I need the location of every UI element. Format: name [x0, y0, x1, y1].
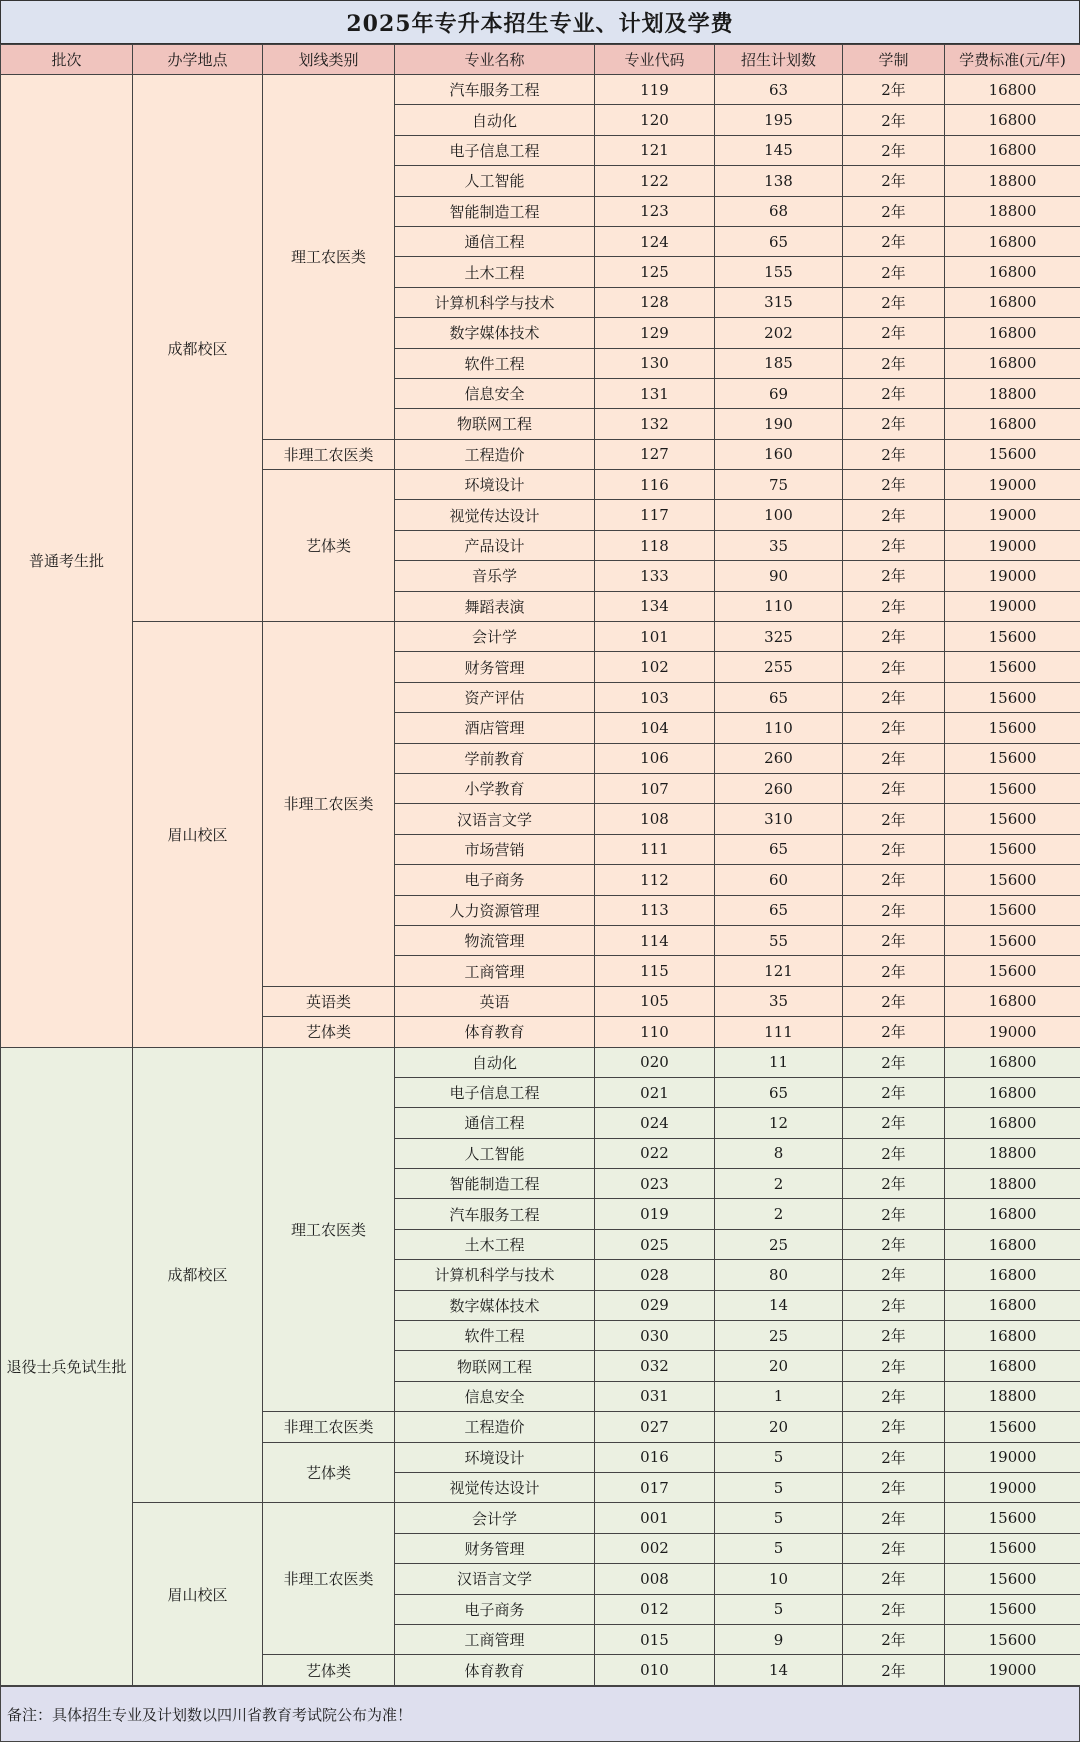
major-name-cell: 工商管理 [395, 956, 595, 986]
major-code-cell: 027 [595, 1412, 715, 1442]
major-name-cell: 酒店管理 [395, 713, 595, 743]
table-header-row [1, 45, 1080, 75]
plan-count-cell: 60 [715, 865, 843, 895]
major-name-cell: 人工智能 [395, 166, 595, 196]
plan-count-cell: 80 [715, 1260, 843, 1290]
plan-count-cell: 315 [715, 287, 843, 317]
major-code-cell: 117 [595, 500, 715, 530]
duration-cell: 2年 [843, 1108, 945, 1138]
duration-cell: 2年 [843, 135, 945, 165]
tuition-cell: 16800 [945, 1290, 1080, 1320]
duration-cell: 2年 [843, 1564, 945, 1594]
tuition-cell: 19000 [945, 530, 1080, 560]
plan-count-cell: 65 [715, 834, 843, 864]
major-code-cell: 111 [595, 834, 715, 864]
tuition-cell: 18800 [945, 196, 1080, 226]
tuition-cell: 19000 [945, 1472, 1080, 1502]
tuition-cell: 18800 [945, 378, 1080, 408]
plan-count-cell: 260 [715, 773, 843, 803]
tuition-cell: 15600 [945, 1503, 1080, 1533]
major-name-cell: 视觉传达设计 [395, 500, 595, 530]
major-name-cell: 人工智能 [395, 1138, 595, 1168]
duration-cell: 2年 [843, 1472, 945, 1502]
major-name-cell: 电子信息工程 [395, 1077, 595, 1107]
major-code-cell: 116 [595, 470, 715, 500]
major-name-cell: 汽车服务工程 [395, 75, 595, 105]
tuition-cell: 19000 [945, 470, 1080, 500]
duration-cell: 2年 [843, 743, 945, 773]
plan-count-cell: 160 [715, 439, 843, 469]
plan-count-cell: 5 [715, 1594, 843, 1624]
duration-cell: 2年 [843, 439, 945, 469]
plan-count-cell: 110 [715, 591, 843, 621]
major-name-cell: 视觉传达设计 [395, 1472, 595, 1502]
major-code-cell: 131 [595, 378, 715, 408]
category-cell: 艺体类 [263, 1655, 395, 1685]
tuition-cell: 15600 [945, 1533, 1080, 1563]
major-code-cell: 120 [595, 105, 715, 135]
plan-count-cell: 65 [715, 1077, 843, 1107]
major-name-cell: 工商管理 [395, 1624, 595, 1654]
footnote: 备注：具体招生专业及计划数以四川省教育考试院公布为准！ [0, 1686, 1080, 1742]
major-name-cell: 会计学 [395, 622, 595, 652]
campus-cell: 眉山校区 [133, 1503, 263, 1685]
major-name-cell: 信息安全 [395, 378, 595, 408]
plan-count-cell: 25 [715, 1321, 843, 1351]
header-tuition: 学费标准(元/年) [945, 45, 1080, 75]
admission-plan-table [0, 44, 1080, 1686]
duration-cell: 2年 [843, 1381, 945, 1411]
plan-count-cell: 195 [715, 105, 843, 135]
major-code-cell: 015 [595, 1624, 715, 1654]
campus-cell: 成都校区 [133, 75, 263, 622]
plan-count-cell: 1 [715, 1381, 843, 1411]
category-cell: 非理工农医类 [263, 1503, 395, 1655]
plan-count-cell: 10 [715, 1564, 843, 1594]
major-code-cell: 127 [595, 439, 715, 469]
category-cell: 理工农医类 [263, 75, 395, 440]
table-row [1, 1503, 1080, 1533]
major-name-cell: 资产评估 [395, 682, 595, 712]
major-code-cell: 022 [595, 1138, 715, 1168]
plan-count-cell: 20 [715, 1412, 843, 1442]
duration-cell: 2年 [843, 1503, 945, 1533]
category-cell: 非理工农医类 [263, 1412, 395, 1442]
plan-count-cell: 20 [715, 1351, 843, 1381]
major-code-cell: 024 [595, 1108, 715, 1138]
category-cell: 艺体类 [263, 470, 395, 622]
duration-cell: 2年 [843, 895, 945, 925]
major-name-cell: 数字媒体技术 [395, 1290, 595, 1320]
plan-count-cell: 65 [715, 226, 843, 256]
tuition-cell: 15600 [945, 956, 1080, 986]
tuition-cell: 18800 [945, 1169, 1080, 1199]
tuition-cell: 19000 [945, 561, 1080, 591]
page-title: 2025年专升本招生专业、计划及学费 [0, 0, 1080, 44]
major-code-cell: 101 [595, 622, 715, 652]
major-code-cell: 021 [595, 1077, 715, 1107]
major-name-cell: 物流管理 [395, 925, 595, 955]
duration-cell: 2年 [843, 622, 945, 652]
tuition-cell: 15600 [945, 1564, 1080, 1594]
campus-cell: 成都校区 [133, 1047, 263, 1503]
duration-cell: 2年 [843, 1594, 945, 1624]
plan-count-cell: 310 [715, 804, 843, 834]
plan-count-cell: 190 [715, 409, 843, 439]
header-campus: 办学地点 [133, 45, 263, 75]
duration-cell: 2年 [843, 1321, 945, 1351]
plan-count-cell: 2 [715, 1169, 843, 1199]
major-code-cell: 118 [595, 530, 715, 560]
header-duration: 学制 [843, 45, 945, 75]
header-plan-count: 招生计划数 [715, 45, 843, 75]
duration-cell: 2年 [843, 652, 945, 682]
plan-count-cell: 5 [715, 1533, 843, 1563]
tuition-cell: 16800 [945, 257, 1080, 287]
header-major-name: 专业名称 [395, 45, 595, 75]
category-cell: 非理工农医类 [263, 439, 395, 469]
major-name-cell: 体育教育 [395, 1017, 595, 1047]
major-code-cell: 128 [595, 287, 715, 317]
tuition-cell: 15600 [945, 1412, 1080, 1442]
plan-count-cell: 202 [715, 318, 843, 348]
tuition-cell: 15600 [945, 622, 1080, 652]
plan-count-cell: 69 [715, 378, 843, 408]
table-row [1, 622, 1080, 652]
duration-cell: 2年 [843, 226, 945, 256]
tuition-cell: 18800 [945, 1138, 1080, 1168]
plan-count-cell: 9 [715, 1624, 843, 1654]
category-cell: 理工农医类 [263, 1047, 395, 1412]
duration-cell: 2年 [843, 166, 945, 196]
batch-cell: 普通考生批 [1, 75, 133, 1048]
duration-cell: 2年 [843, 75, 945, 105]
duration-cell: 2年 [843, 1533, 945, 1563]
plan-count-cell: 63 [715, 75, 843, 105]
plan-count-cell: 14 [715, 1655, 843, 1685]
duration-cell: 2年 [843, 834, 945, 864]
major-code-cell: 119 [595, 75, 715, 105]
tuition-cell: 16800 [945, 348, 1080, 378]
duration-cell: 2年 [843, 865, 945, 895]
header-batch: 批次 [1, 45, 133, 75]
plan-count-cell: 2 [715, 1199, 843, 1229]
plan-count-cell: 155 [715, 257, 843, 287]
category-cell: 艺体类 [263, 1017, 395, 1047]
major-code-cell: 133 [595, 561, 715, 591]
major-code-cell: 025 [595, 1229, 715, 1259]
major-code-cell: 002 [595, 1533, 715, 1563]
tuition-cell: 15600 [945, 804, 1080, 834]
plan-count-cell: 11 [715, 1047, 843, 1077]
category-cell: 艺体类 [263, 1442, 395, 1503]
duration-cell: 2年 [843, 348, 945, 378]
tuition-cell: 16800 [945, 1199, 1080, 1229]
tuition-cell: 15600 [945, 743, 1080, 773]
tuition-cell: 15600 [945, 652, 1080, 682]
major-name-cell: 学前教育 [395, 743, 595, 773]
major-name-cell: 信息安全 [395, 1381, 595, 1411]
duration-cell: 2年 [843, 1138, 945, 1168]
plan-count-cell: 65 [715, 682, 843, 712]
tuition-cell: 16800 [945, 75, 1080, 105]
category-cell: 非理工农医类 [263, 622, 395, 987]
major-code-cell: 130 [595, 348, 715, 378]
major-code-cell: 113 [595, 895, 715, 925]
tuition-cell: 18800 [945, 1381, 1080, 1411]
tuition-cell: 16800 [945, 105, 1080, 135]
plan-count-cell: 90 [715, 561, 843, 591]
table-row [1, 75, 1080, 105]
tuition-cell: 15600 [945, 439, 1080, 469]
duration-cell: 2年 [843, 196, 945, 226]
duration-cell: 2年 [843, 470, 945, 500]
tuition-cell: 16800 [945, 226, 1080, 256]
major-name-cell: 土木工程 [395, 257, 595, 287]
major-name-cell: 市场营销 [395, 834, 595, 864]
major-code-cell: 032 [595, 1351, 715, 1381]
duration-cell: 2年 [843, 773, 945, 803]
category-cell: 英语类 [263, 986, 395, 1016]
major-name-cell: 软件工程 [395, 1321, 595, 1351]
plan-count-cell: 325 [715, 622, 843, 652]
plan-count-cell: 255 [715, 652, 843, 682]
major-name-cell: 电子信息工程 [395, 135, 595, 165]
plan-count-cell: 110 [715, 713, 843, 743]
major-code-cell: 031 [595, 1381, 715, 1411]
duration-cell: 2年 [843, 713, 945, 743]
plan-count-cell: 35 [715, 986, 843, 1016]
duration-cell: 2年 [843, 530, 945, 560]
tuition-cell: 16800 [945, 1321, 1080, 1351]
major-name-cell: 工程造价 [395, 439, 595, 469]
plan-count-cell: 100 [715, 500, 843, 530]
tuition-cell: 15600 [945, 773, 1080, 803]
plan-count-cell: 8 [715, 1138, 843, 1168]
tuition-cell: 15600 [945, 834, 1080, 864]
plan-count-cell: 65 [715, 895, 843, 925]
tuition-cell: 16800 [945, 1108, 1080, 1138]
major-name-cell: 汉语言文学 [395, 1564, 595, 1594]
major-name-cell: 电子商务 [395, 865, 595, 895]
major-name-cell: 工程造价 [395, 1412, 595, 1442]
duration-cell: 2年 [843, 318, 945, 348]
tuition-cell: 16800 [945, 1229, 1080, 1259]
plan-count-cell: 12 [715, 1108, 843, 1138]
major-code-cell: 104 [595, 713, 715, 743]
duration-cell: 2年 [843, 500, 945, 530]
tuition-cell: 15600 [945, 1624, 1080, 1654]
major-code-cell: 124 [595, 226, 715, 256]
major-code-cell: 129 [595, 318, 715, 348]
major-code-cell: 108 [595, 804, 715, 834]
duration-cell: 2年 [843, 682, 945, 712]
major-name-cell: 音乐学 [395, 561, 595, 591]
major-name-cell: 财务管理 [395, 1533, 595, 1563]
duration-cell: 2年 [843, 1077, 945, 1107]
plan-count-cell: 5 [715, 1503, 843, 1533]
major-code-cell: 114 [595, 925, 715, 955]
tuition-cell: 15600 [945, 682, 1080, 712]
major-code-cell: 107 [595, 773, 715, 803]
plan-count-cell: 35 [715, 530, 843, 560]
tuition-cell: 15600 [945, 865, 1080, 895]
major-code-cell: 020 [595, 1047, 715, 1077]
duration-cell: 2年 [843, 956, 945, 986]
major-name-cell: 智能制造工程 [395, 1169, 595, 1199]
major-name-cell: 汉语言文学 [395, 804, 595, 834]
tuition-cell: 15600 [945, 925, 1080, 955]
major-name-cell: 人力资源管理 [395, 895, 595, 925]
duration-cell: 2年 [843, 409, 945, 439]
major-name-cell: 智能制造工程 [395, 196, 595, 226]
plan-count-cell: 138 [715, 166, 843, 196]
major-code-cell: 017 [595, 1472, 715, 1502]
major-name-cell: 自动化 [395, 1047, 595, 1077]
major-code-cell: 029 [595, 1290, 715, 1320]
major-code-cell: 122 [595, 166, 715, 196]
tuition-cell: 16800 [945, 1077, 1080, 1107]
major-code-cell: 030 [595, 1321, 715, 1351]
major-name-cell: 产品设计 [395, 530, 595, 560]
duration-cell: 2年 [843, 1229, 945, 1259]
duration-cell: 2年 [843, 1351, 945, 1381]
major-code-cell: 023 [595, 1169, 715, 1199]
major-name-cell: 物联网工程 [395, 1351, 595, 1381]
major-name-cell: 财务管理 [395, 652, 595, 682]
batch-cell: 退役士兵免试生批 [1, 1047, 133, 1685]
header-category: 划线类别 [263, 45, 395, 75]
major-code-cell: 125 [595, 257, 715, 287]
plan-count-cell: 14 [715, 1290, 843, 1320]
major-name-cell: 英语 [395, 986, 595, 1016]
tuition-cell: 16800 [945, 409, 1080, 439]
major-code-cell: 012 [595, 1594, 715, 1624]
plan-count-cell: 145 [715, 135, 843, 165]
major-name-cell: 数字媒体技术 [395, 318, 595, 348]
major-name-cell: 土木工程 [395, 1229, 595, 1259]
duration-cell: 2年 [843, 1017, 945, 1047]
major-name-cell: 环境设计 [395, 1442, 595, 1472]
major-name-cell: 体育教育 [395, 1655, 595, 1685]
duration-cell: 2年 [843, 1047, 945, 1077]
tuition-cell: 19000 [945, 1442, 1080, 1472]
plan-count-cell: 185 [715, 348, 843, 378]
tuition-cell: 15600 [945, 895, 1080, 925]
tuition-cell: 16800 [945, 318, 1080, 348]
duration-cell: 2年 [843, 804, 945, 834]
tuition-cell: 16800 [945, 287, 1080, 317]
major-code-cell: 110 [595, 1017, 715, 1047]
duration-cell: 2年 [843, 1169, 945, 1199]
plan-count-cell: 121 [715, 956, 843, 986]
major-code-cell: 010 [595, 1655, 715, 1685]
duration-cell: 2年 [843, 561, 945, 591]
major-code-cell: 008 [595, 1564, 715, 1594]
major-name-cell: 软件工程 [395, 348, 595, 378]
plan-count-cell: 55 [715, 925, 843, 955]
duration-cell: 2年 [843, 1624, 945, 1654]
major-name-cell: 舞蹈表演 [395, 591, 595, 621]
major-name-cell: 电子商务 [395, 1594, 595, 1624]
plan-count-cell: 75 [715, 470, 843, 500]
duration-cell: 2年 [843, 105, 945, 135]
tuition-cell: 19000 [945, 1655, 1080, 1685]
major-name-cell: 环境设计 [395, 470, 595, 500]
tuition-cell: 16800 [945, 986, 1080, 1016]
major-code-cell: 103 [595, 682, 715, 712]
tuition-cell: 16800 [945, 1047, 1080, 1077]
tuition-cell: 19000 [945, 1017, 1080, 1047]
major-name-cell: 通信工程 [395, 1108, 595, 1138]
duration-cell: 2年 [843, 378, 945, 408]
duration-cell: 2年 [843, 1290, 945, 1320]
plan-count-cell: 5 [715, 1442, 843, 1472]
major-code-cell: 105 [595, 986, 715, 1016]
plan-count-cell: 5 [715, 1472, 843, 1502]
major-code-cell: 001 [595, 1503, 715, 1533]
header-major-code: 专业代码 [595, 45, 715, 75]
major-code-cell: 115 [595, 956, 715, 986]
major-code-cell: 121 [595, 135, 715, 165]
major-name-cell: 汽车服务工程 [395, 1199, 595, 1229]
tuition-cell: 18800 [945, 166, 1080, 196]
tuition-cell: 15600 [945, 1594, 1080, 1624]
major-name-cell: 会计学 [395, 1503, 595, 1533]
duration-cell: 2年 [843, 986, 945, 1016]
campus-cell: 眉山校区 [133, 622, 263, 1047]
major-code-cell: 123 [595, 196, 715, 226]
plan-count-cell: 68 [715, 196, 843, 226]
duration-cell: 2年 [843, 1655, 945, 1685]
duration-cell: 2年 [843, 1412, 945, 1442]
duration-cell: 2年 [843, 287, 945, 317]
duration-cell: 2年 [843, 1442, 945, 1472]
tuition-cell: 16800 [945, 1351, 1080, 1381]
tuition-cell: 16800 [945, 1260, 1080, 1290]
tuition-cell: 16800 [945, 135, 1080, 165]
major-code-cell: 112 [595, 865, 715, 895]
major-code-cell: 019 [595, 1199, 715, 1229]
major-code-cell: 132 [595, 409, 715, 439]
tuition-cell: 19000 [945, 500, 1080, 530]
duration-cell: 2年 [843, 1260, 945, 1290]
major-name-cell: 计算机科学与技术 [395, 287, 595, 317]
major-code-cell: 016 [595, 1442, 715, 1472]
major-code-cell: 028 [595, 1260, 715, 1290]
plan-count-cell: 260 [715, 743, 843, 773]
major-name-cell: 计算机科学与技术 [395, 1260, 595, 1290]
major-code-cell: 106 [595, 743, 715, 773]
major-name-cell: 物联网工程 [395, 409, 595, 439]
duration-cell: 2年 [843, 257, 945, 287]
major-name-cell: 通信工程 [395, 226, 595, 256]
major-name-cell: 自动化 [395, 105, 595, 135]
duration-cell: 2年 [843, 1199, 945, 1229]
table-row [1, 1047, 1080, 1077]
duration-cell: 2年 [843, 925, 945, 955]
tuition-cell: 15600 [945, 713, 1080, 743]
table-body [1, 75, 1080, 1686]
major-name-cell: 小学教育 [395, 773, 595, 803]
plan-count-cell: 25 [715, 1229, 843, 1259]
major-code-cell: 134 [595, 591, 715, 621]
tuition-cell: 19000 [945, 591, 1080, 621]
plan-count-cell: 111 [715, 1017, 843, 1047]
major-code-cell: 102 [595, 652, 715, 682]
duration-cell: 2年 [843, 591, 945, 621]
